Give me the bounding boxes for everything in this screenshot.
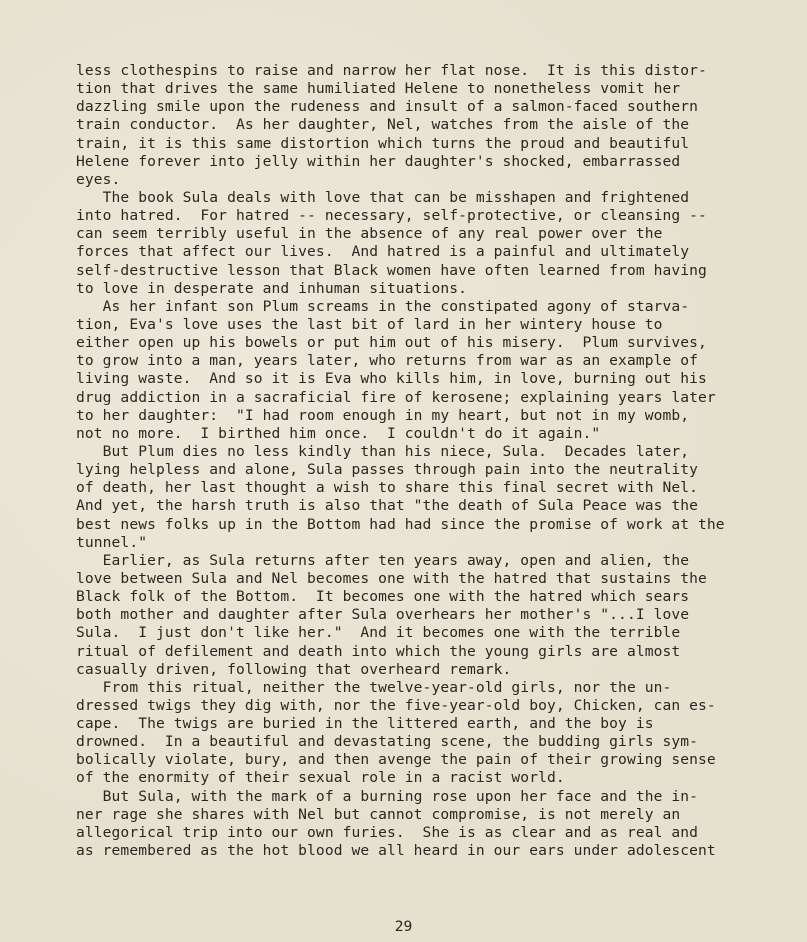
text-line: to grow into a man, years later, who returns from war as an example of [76,352,699,370]
text-line: into hatred. For hatred -- necessary, self-protective, or cleansing -- [76,207,707,225]
text-line: Sula. I just don't like her." And it becomes one with the terrible [76,624,681,642]
text-line: The book Sula deals with love that can be misshapen and frightened [76,188,690,206]
text-line: casually driven, following that overheard remark. [76,660,512,678]
text-line: From this ritual, neither the twelve-year-old girls, nor the un- [76,678,672,696]
text-line: of death, her last thought a wish to share this final secret with Nel. [76,479,699,497]
text-line: drowned. In a beautiful and devastating scene, the budding girls sym- [76,733,699,751]
text-line: both mother and daughter after Sula overhears her mother's "...I love [76,606,690,624]
text-line: self-destructive lesson that Black women have often learned from having [76,261,707,279]
text-line: can seem terribly useful in the absence of any real power over the [76,225,663,243]
text-line: to love in desperate and inhuman situations. [76,279,467,297]
text-line: Earlier, as Sula returns after ten years away, open and alien, the [76,551,690,569]
text-line: dressed twigs they dig with, nor the five-year-old boy, Chicken, can es- [76,696,716,714]
text-line: But Plum dies no less kindly than his niece, Sula. Decades later, [76,442,690,460]
text-line: either open up his bowels or put him out of his misery. Plum survives, [76,334,707,352]
text-line: drug addiction in a sacraficial fire of kerosene; explaining years later [76,388,716,406]
page-number: 29 [394,918,413,935]
body-text [76,62,776,860]
text-line: tion that drives the same humiliated Helene to nonetheless vomit her [76,80,681,98]
text-line: living waste. And so it is Eva who kills him, in love, burning out his [76,370,707,388]
text-line: And yet, the harsh truth is also that "the death of Sula Peace was the [76,497,699,515]
text-line: best news folks up in the Bottom had had since the promise of work at the [76,515,725,533]
text-line: love between Sula and Nel becomes one with the hatred that sustains the [76,569,707,587]
text-line: of the enormity of their sexual role in a racist world. [76,769,565,787]
text-line: forces that affect our lives. And hatred is a painful and ultimately [76,243,690,261]
text-line: lying helpless and alone, Sula passes through pain into the neutrality [76,461,699,479]
text-line: dazzling smile upon the rudeness and insult of a salmon-faced southern [76,98,699,116]
text-line: train conductor. As her daughter, Nel, watches from the aisle of the [76,116,690,134]
text-line: But Sula, with the mark of a burning rose upon her face and the in- [76,787,699,805]
text-line: ner rage she shares with Nel but cannot compromise, is not merely an [76,805,681,823]
text-line: eyes. [76,170,121,188]
text-line: Helene forever into jelly within her daughter's shocked, embarrassed [76,152,681,170]
text-line: tion, Eva's love uses the last bit of lard in her wintery house to [76,315,663,333]
text-line: allegorical trip into our own furies. She is as clear and as real and [76,823,699,841]
text-line: bolically violate, bury, and then avenge the pain of their growing sense [76,751,716,769]
text-line: train, it is this same distortion which turns the proud and beautiful [76,134,690,152]
text-line: as remembered as the hot blood we all heard in our ears under adolescent [76,842,716,860]
text-line: cape. The twigs are buried in the littered earth, and the boy is [76,715,654,733]
text-line: ritual of defilement and death into which the young girls are almost [76,642,681,660]
text-line: to her daughter: "I had room enough in my heart, but not in my womb, [76,406,690,424]
text-line: less clothespins to raise and narrow her flat nose. It is this distor- [76,62,707,79]
text-line: tunnel." [76,533,148,551]
text-line: not no more. I birthed him once. I couldn't do it again." [76,424,601,442]
text-line: As her infant son Plum screams in the constipated agony of starva- [76,297,690,315]
text-line: Black folk of the Bottom. It becomes one with the hatred which sears [76,588,690,606]
